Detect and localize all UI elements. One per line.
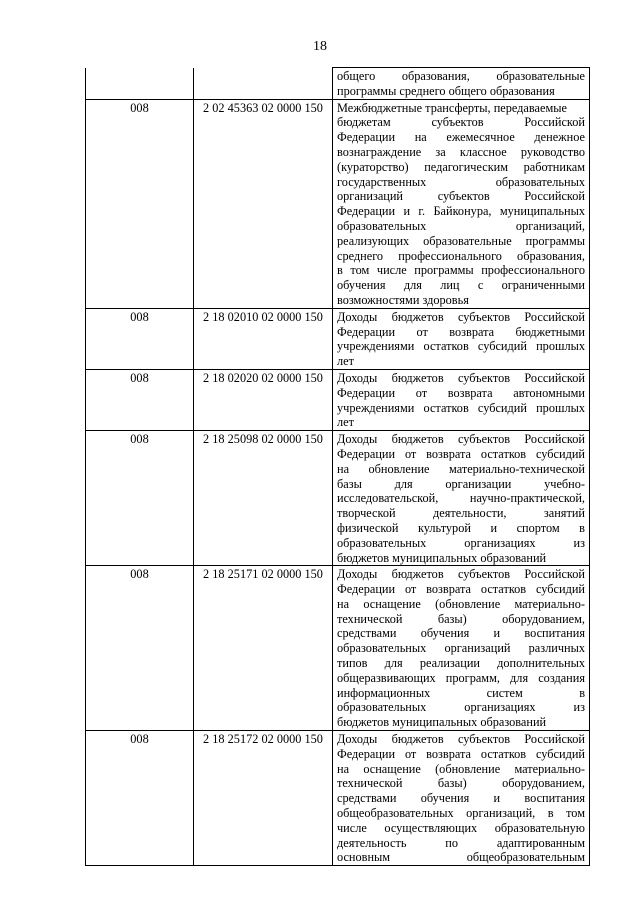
description-cell <box>333 566 590 731</box>
revenue-code-cell: 2 18 25172 02 0000 150 <box>194 731 333 866</box>
table-row <box>86 566 590 731</box>
description-line: типов для реализации дополнительных <box>337 656 585 671</box>
description-cell <box>333 99 590 308</box>
description-line: Федерации от возврата остатков субсидий <box>337 582 585 597</box>
description-line: бюджетам субъектов Российской <box>337 115 585 130</box>
description-line: базы для организации учебно- <box>337 476 585 491</box>
description-line: технической базы) оборудованием, <box>337 611 585 626</box>
description-line: общего образования, образовательные <box>337 69 585 83</box>
description-line: Федерации от возврата остатков субсидий <box>337 746 585 761</box>
description-line: организаций субъектов Российской <box>337 189 585 204</box>
revenue-codes-table <box>85 67 590 866</box>
revenue-code-cell: 2 18 25098 02 0000 150 <box>194 431 333 566</box>
description-line: технической базы) оборудованием, <box>337 776 585 791</box>
description-cell <box>333 369 590 430</box>
description-line: учреждениями остатков субсидий прошлых <box>337 400 585 415</box>
description-cell <box>333 308 590 369</box>
description-line: образовательных организаций различных <box>337 641 585 656</box>
description-line: числе осуществляющих образовательную <box>337 820 585 835</box>
description-line: образовательных организациях из <box>337 700 585 715</box>
revenue-code-cell: 2 18 02010 02 0000 150 <box>194 308 333 369</box>
description-line: Доходы бюджетов субъектов Российской <box>337 309 585 324</box>
table-body <box>86 68 590 866</box>
description-cell <box>333 68 590 100</box>
description-line: обучения для лиц с ограниченными <box>337 278 585 293</box>
description-line: на обновление материально-технической <box>337 461 585 476</box>
table-row <box>86 369 590 430</box>
description-line: Доходы бюджетов субъектов Российской <box>337 370 585 385</box>
description-line: среднего профессионального образования, <box>337 248 585 263</box>
description-line: в том числе программы профессионального <box>337 263 585 278</box>
description-line: возможностями здоровья <box>337 292 469 307</box>
description-line: физической культурой и спортом в <box>337 520 585 535</box>
admin-code-cell: 008 <box>86 308 194 369</box>
description-line: (кураторство) педагогическим работникам <box>337 159 585 174</box>
description-line: средствами обучения и воспитания <box>337 791 585 806</box>
description-line: лет <box>337 415 354 430</box>
description-line: на оснащение (обновление материально- <box>337 761 585 776</box>
description-line: общеобразовательных организаций, в том <box>337 806 585 821</box>
description-line: образовательных организаций, <box>337 218 585 233</box>
table-row <box>86 68 590 100</box>
description-line: Доходы бюджетов субъектов Российской <box>337 432 585 447</box>
admin-code-cell <box>86 68 194 100</box>
description-line: общеразвивающих программ, для создания <box>337 670 585 685</box>
admin-code-cell: 008 <box>86 731 194 866</box>
description-cell <box>333 431 590 566</box>
description-line: творческой деятельности, занятий <box>337 506 585 521</box>
description-line: деятельность по адаптированным <box>337 835 585 850</box>
table-row <box>86 308 590 369</box>
description-line: Доходы бюджетов субъектов Российской <box>337 732 585 747</box>
description-line: исследовательской, научно-практической, <box>337 491 585 506</box>
description-line: Федерации от возврата автономными <box>337 385 585 400</box>
description-line: вознаграждение за классное руководство <box>337 144 585 159</box>
revenue-code-cell: 2 18 02020 02 0000 150 <box>194 369 333 430</box>
description-line: Федерации на ежемесячное денежное <box>337 130 585 145</box>
revenue-code-cell: 2 02 45363 02 0000 150 <box>194 99 333 308</box>
description-line: Федерации и г. Байконура, муниципальных <box>337 204 585 219</box>
table-row <box>86 99 590 308</box>
description-line: на оснащение (обновление материально- <box>337 596 585 611</box>
admin-code-cell: 008 <box>86 431 194 566</box>
revenue-code-cell: 2 18 25171 02 0000 150 <box>194 566 333 731</box>
description-line: средствами обучения и воспитания <box>337 626 585 641</box>
description-line: бюджетов муниципальных образований <box>337 715 547 730</box>
description-line: Федерации от возврата бюджетными <box>337 324 585 339</box>
description-line: основным общеобразовательным <box>337 850 585 865</box>
description-line: бюджетов муниципальных образований <box>337 550 547 565</box>
table-row <box>86 731 590 866</box>
admin-code-cell: 008 <box>86 566 194 731</box>
description-line: государственных образовательных <box>337 174 585 189</box>
description-cell <box>333 731 590 866</box>
table-row <box>86 431 590 566</box>
description-line: лет <box>337 354 354 369</box>
description-line: Межбюджетные трансферты, передаваемые <box>337 100 567 115</box>
admin-code-cell: 008 <box>86 99 194 308</box>
admin-code-cell: 008 <box>86 369 194 430</box>
revenue-code-cell <box>194 68 333 100</box>
description-line: учреждениями остатков субсидий прошлых <box>337 339 585 354</box>
description-line: Федерации от возврата остатков субсидий <box>337 446 585 461</box>
description-line: реализующих образовательные программы <box>337 233 585 248</box>
page-number: 18 <box>313 39 327 54</box>
description-line: Доходы бюджетов субъектов Российской <box>337 567 585 582</box>
description-line: программы среднего общего образования <box>337 83 555 98</box>
description-line: информационных систем в <box>337 685 585 700</box>
description-line: образовательных организациях из <box>337 535 585 550</box>
